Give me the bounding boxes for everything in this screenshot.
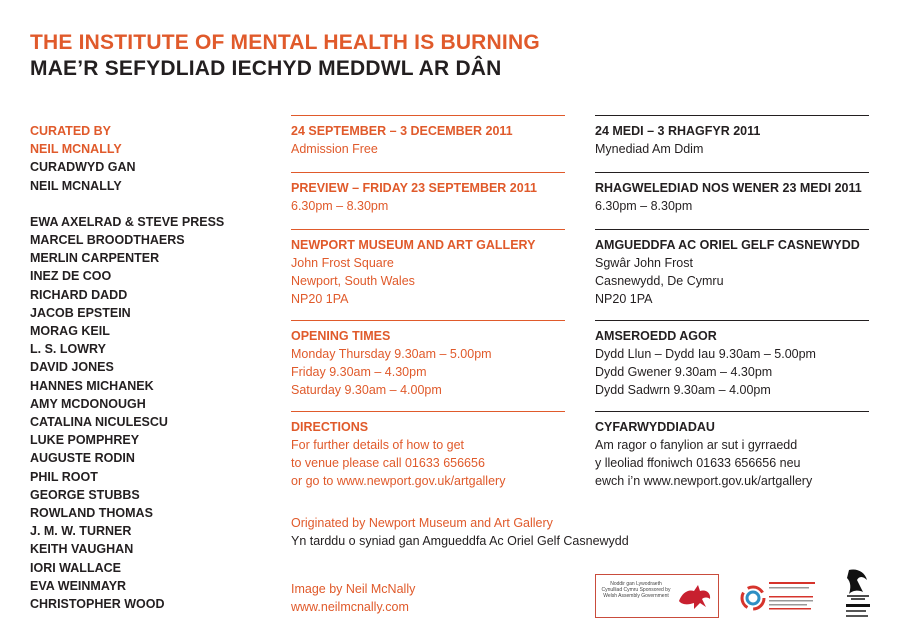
title-english: THE INSTITUTE OF MENTAL HEALTH IS BURNING: [30, 31, 540, 54]
welsh-assembly-logo: [595, 574, 719, 618]
venue-section-welsh: [595, 229, 869, 320]
dates-heading: 24 SEPTEMBER – 3 DECEMBER 2011: [291, 124, 513, 138]
artist-name: INEZ DE COO: [30, 269, 112, 284]
opening-times-section: [291, 320, 565, 411]
preview-heading: PREVIEW – FRIDAY 23 SEPTEMBER 2011: [291, 181, 537, 195]
directions-line-welsh: y lleoliad ffoniwch 01633 656656 neu: [595, 456, 801, 470]
artist-name: L. S. LOWRY: [30, 342, 106, 357]
artist-name: EVA WEINMAYR: [30, 578, 127, 593]
directions-line-welsh[interactable]: ewch i’n www.newport.gov.uk/artgallery: [595, 474, 813, 488]
venue-line-welsh: Sgwâr John Frost: [595, 256, 693, 270]
preview-line-welsh: 6.30pm – 8.30pm: [595, 199, 693, 213]
artist-name: LUKE POMPHREY: [30, 433, 140, 448]
artist-list: [30, 213, 270, 613]
dates-line: Admission Free: [291, 142, 378, 156]
opening-line: Saturday 9.30am – 4.00pm: [291, 383, 442, 397]
curator-name-cy: NEIL MCNALLY: [30, 178, 122, 193]
artist-name: KEITH VAUGHAN: [30, 542, 134, 557]
venue-line-welsh: Casnewydd, De Cymru: [595, 274, 724, 288]
artist-name: ROWLAND THOMAS: [30, 506, 153, 521]
artist-name: CHRISTOPHER WOOD: [30, 597, 165, 612]
dates-section: [291, 115, 565, 172]
origin-welsh: Yn tarddu o syniad gan Amgueddfa Ac Oriel Gelf Casnewydd: [291, 534, 629, 548]
artist-name: IORI WALLACE: [30, 560, 121, 575]
venue-line-welsh: NP20 1PA: [595, 292, 653, 306]
artist-name: MARCEL BROODTHAERS: [30, 233, 185, 248]
curated-by-label: CURATED BY: [30, 124, 112, 138]
opening-line-welsh: Dydd Llun – Dydd Iau 9.30am – 5.00pm: [595, 347, 816, 361]
venue-line: John Frost Square: [291, 256, 394, 270]
directions-line: For further details of how to get: [291, 438, 465, 452]
curated-by-label-welsh: CURADWYD GAN: [30, 160, 136, 175]
artist-name: PHIL ROOT: [30, 469, 98, 484]
directions-line[interactable]: or go to www.newport.gov.uk/artgallery: [291, 474, 506, 488]
artist-name: GEORGE STUBBS: [30, 487, 140, 502]
artist-name: DAVID JONES: [30, 360, 114, 375]
artist-name: RICHARD DADD: [30, 287, 128, 302]
english-info-column: [291, 115, 565, 502]
curator-name-en: NEIL MCNALLY: [30, 142, 122, 157]
dates-heading-welsh: 24 MEDI – 3 RHAGFYR 2011: [595, 124, 761, 138]
opening-heading: OPENING TIMES: [291, 329, 391, 343]
directions-line: to venue please call 01633 656656: [291, 456, 485, 470]
preview-line: 6.30pm – 8.30pm: [291, 199, 389, 213]
artist-name: MERLIN CARPENTER: [30, 251, 160, 266]
artist-name: HANNES MICHANEK: [30, 378, 154, 393]
directions-line-welsh: Am ragor o fanylion ar sut i gyrraedd: [595, 438, 798, 452]
opening-heading-welsh: AMSEROEDD AGOR: [595, 329, 717, 343]
directions-heading: DIRECTIONS: [291, 420, 369, 434]
welsh-dragon-icon: [676, 579, 714, 613]
venue-heading: NEWPORT MUSEUM AND ART GALLERY: [291, 238, 536, 252]
artist-name: JACOB EPSTEIN: [30, 305, 131, 320]
origin-credit: [291, 514, 629, 550]
preview-section: [291, 172, 565, 229]
artist-column: [30, 122, 270, 613]
newport-council-logo: [843, 566, 873, 622]
dates-section-welsh: [595, 115, 869, 172]
preview-heading-welsh: RHAGWELEDIAD NOS WENER 23 MEDI 2011: [595, 181, 862, 195]
venue-section: [291, 229, 565, 320]
image-credit: Image by Neil McNally: [291, 582, 416, 596]
artist-name: CATALINA NICULESCU: [30, 415, 168, 430]
preview-section-welsh: [595, 172, 869, 229]
opening-line-welsh: Dydd Gwener 9.30am – 4.30pm: [595, 365, 773, 379]
welsh-info-column: [595, 115, 869, 502]
artist-name: J. M. W. TURNER: [30, 524, 132, 539]
opening-times-section-welsh: [595, 320, 869, 411]
artist-website-link[interactable]: www.neilmcnally.com: [291, 600, 409, 614]
opening-line: Monday Thursday 9.30am – 5.00pm: [291, 347, 492, 361]
venue-line: NP20 1PA: [291, 292, 349, 306]
artist-name: AUGUSTE RODIN: [30, 451, 135, 466]
venue-line: Newport, South Wales: [291, 274, 415, 288]
directions-section-welsh: [595, 411, 869, 502]
origin-english: Originated by Newport Museum and Art Gallery: [291, 516, 553, 530]
directions-heading-welsh: CYFARWYDDIADAU: [595, 420, 715, 434]
artist-name: AMY MCDONOUGH: [30, 396, 146, 411]
dates-line-welsh: Mynediad Am Ddim: [595, 142, 704, 156]
artist-name: MORAG KEIL: [30, 324, 110, 339]
title-welsh: MAE’R SEFYDLIAD IECHYD MEDDWL AR DÂN: [30, 57, 502, 80]
image-credit-block: [291, 580, 415, 616]
arts-council-logo: [740, 578, 820, 618]
opening-line: Friday 9.30am – 4.30pm: [291, 365, 427, 379]
welsh-assembly-logo-text: Noddir gan Lywodraeth Cynulliad Cymru Sponsored by Welsh Assembly Government: [601, 581, 671, 599]
artist-name: EWA AXELRAD & STEVE PRESS: [30, 214, 225, 229]
directions-section: [291, 411, 565, 502]
venue-heading-welsh: AMGUEDDFA AC ORIEL GELF CASNEWYDD: [595, 238, 860, 252]
opening-line-welsh: Dydd Sadwrn 9.30am – 4.00pm: [595, 383, 771, 397]
